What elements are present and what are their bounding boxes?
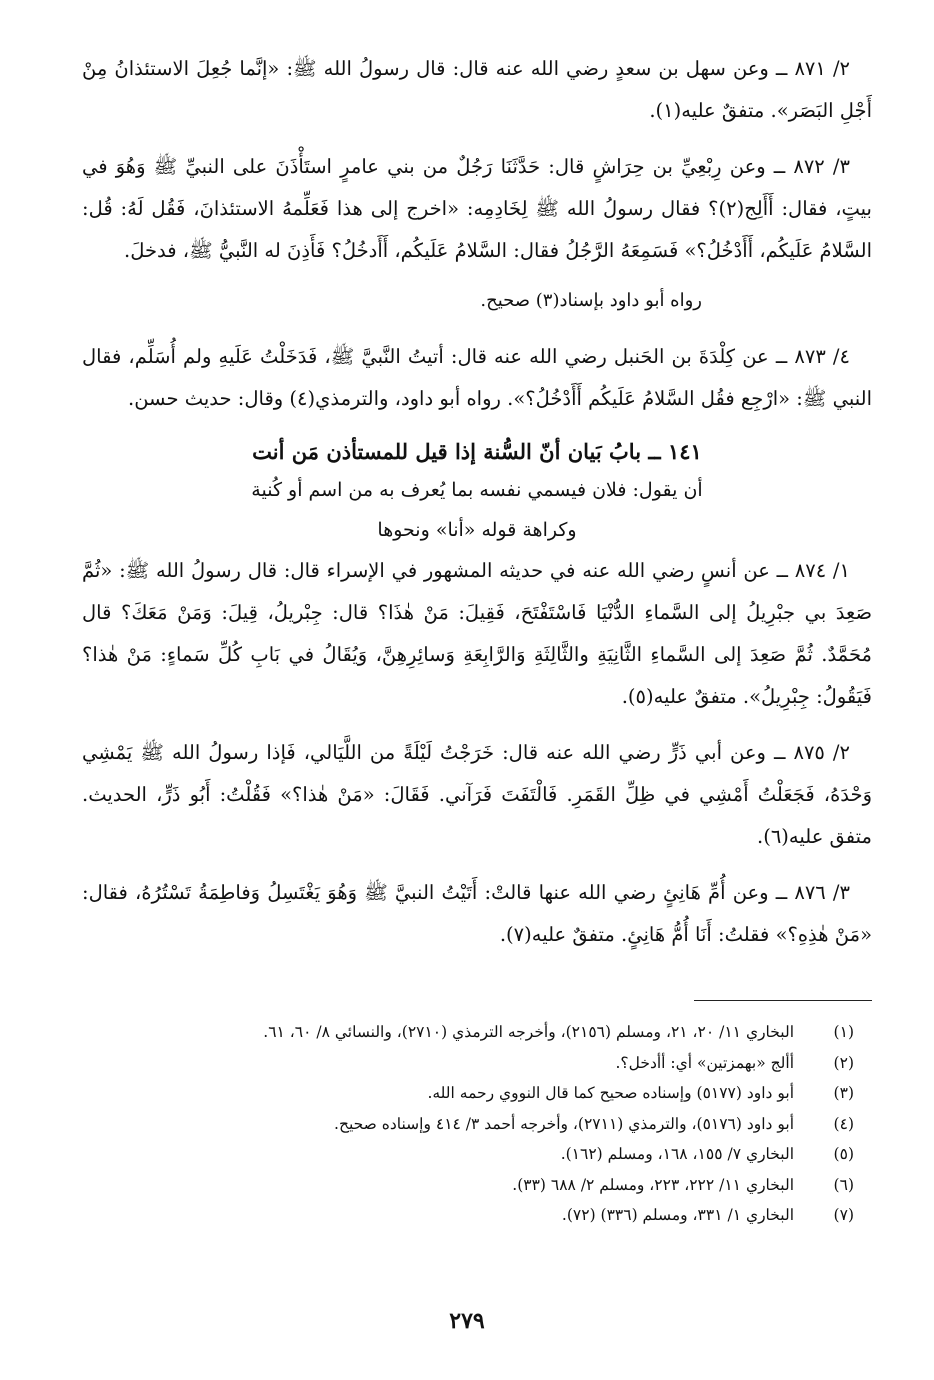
hadith-873: ٤/ ٨٧٣ ــ عن كِلْدَةَ بن الحَنبل رضي الله عنه قال: أتيتُ النَّبيَّ ﷺ، فَدَخَلْتُ عَلَيهِ ولم أُسَلِّم، فقال النبي ﷺ: «ارْجِع فقُل السَّلامُ عَلَيكُم أَأَدْخُلُ؟». رواه أبو داود، والترمذي(٤) وقال: حديث حسن. [82, 345, 872, 410]
footnotes [82, 1017, 872, 1231]
footnote-6: (٦) البخاري ١١/ ٢٢٢، ٢٢٣، ومسلم ٢/ ٦٨٨ (٣٣). [512, 1175, 854, 1194]
footnote-separator [694, 1000, 872, 1001]
footnote-3: (٣) أبو داود (٥١٧٧) وإسناده صحيح كما قال النووي رحمه الله. [427, 1084, 854, 1102]
chapter-title: ١٤١ ــ بابُ بَيان أنّ السُّنة إذا قيل للمستأذن مَن أنت [252, 439, 702, 464]
page-number: ٢٧٩ [449, 1308, 485, 1334]
hadith-875: ٢/ ٨٧٥ ــ وعن أبي ذَرٍّ رضي الله عنه قال: خَرَجْتُ لَيْلَةً من اللَّيَالي، فَإذا رسولُ الله ﷺ يَمْشِي وَحْدَهُ، فَجَعَلْتُ أَمْشِي في ظِلِّ القَمَرِ. فَالْتَفَتَ فَرَآني. فَقَالَ: «مَنْ هٰذا؟» فَقُلْتُ: أَبُو ذَرٍّ، الحديث. متفق عليه(٦). [82, 741, 872, 848]
hadith-876: ٣/ ٨٧٦ ــ وعن أُمِّ هَانِئٍ رضي الله عنها قالتْ: أَتَيْتُ النبيَّ ﷺ وَهُوَ يَغْتَسِلُ وَفاطِمَةُ تَسْتُرُهُ، فقال: «مَنْ هٰذِهِ؟» فقلتُ: أَنَا أُمُّ هَانِئٍ. متفقٌ عليه(٧). [82, 881, 872, 946]
hadith-871: ٢/ ٨٧١ ــ وعن سهل بن سعدٍ رضي الله عنه قال: قال رسولُ الله ﷺ: «إنَّما جُعِلَ الاستئذانُ مِنْ أَجْلِ البَصَر». متفقٌ عليه(١). [82, 57, 872, 122]
chapter-heading [82, 434, 872, 550]
footnote-2: (٢) أألج «بهمزتين» أي: أأدخل؟. [615, 1053, 854, 1072]
chapter-subtitle-2: وكراهة قوله «أنا» ونحوها [377, 519, 577, 541]
chapter-subtitle-1: أن يقول: فلان فيسمي نفسه بما يُعرف به من اسم أو كُنية [251, 479, 703, 501]
footnote-4: (٤) أبو داود (٥١٧٦)، والترمذي (٢٧١١)، وأخرجه أحمد ٣/ ٤١٤ وإسناده صحيح. [334, 1114, 854, 1133]
footnote-5: (٥) البخاري ٧/ ١٥٥، ١٦٨، ومسلم (١٦٢). [560, 1145, 854, 1163]
hadith-874: ١/ ٨٧٤ ــ عن أنسٍ رضي الله عنه في حديثه المشهور في الإسراء قال: قال رسولُ الله ﷺ: «ثُمَّ صَعِدَ بي جبْرِيلُ إلى السَّماءِ الدُّنْيَا فَاسْتَفْتَحَ، فَقِيلَ: مَنْ هٰذَا؟ قال: جِبْريلُ، قِيلَ: وَمَنْ مَعَكَ؟ قال مُحَمَّدٌ. ثُمَّ صَعِدَ إلى السَّماءِ الثَّانِيَةِ والثَّالِثَةِ وَالرَّابِعَةِ وَسائِرِهِنَّ، وَيُقَالُ في بَابِ كُلِّ سَماءٍ: مَنْ هٰذا؟ فَيَقُولُ: جِبْرِيلُ». متفقٌ عليه(٥). [82, 559, 872, 708]
hadith-872-source: رواه أبو داود بإسناد(٣) صحيح. [480, 290, 702, 311]
footnote-7: (٧) البخاري ١/ ٣٣١، ومسلم (٣٣٦) (٧٢). [561, 1206, 854, 1224]
footnote-1: (١) البخاري ١١/ ٢٠، ٢١، ومسلم (٢١٥٦)، وأخرجه الترمذي (٢٧١٠)، والنسائي ٨/ ٦٠، ٦١. [263, 1023, 854, 1041]
hadith-872: ٣/ ٨٧٢ ــ وعن رِبْعِيِّ بن حِرَاشٍ قال: حَدَّثَنَا رَجُلٌ من بني عامرٍ استَأْذَنَ على النبيِّ ﷺ وَهُوَ في بيتٍ، فقال: أَأَلِج(٢)؟ فقال رسولُ الله ﷺ لِخَادِمِه: «اخرج إلى هذا فَعَلِّمهُ الاستئذانَ، فَقُل لَهُ: قُل: السَّلامُ عَلَيكُم، أَأَدْخُلُ؟» فَسَمِعَهُ الرَّجُلُ فقال: السَّلامُ عَلَيكُم، أَأَدخُلُ؟ فَأَذِنَ له النَّبيُّ ﷺ، فدخلَ. [82, 155, 872, 262]
